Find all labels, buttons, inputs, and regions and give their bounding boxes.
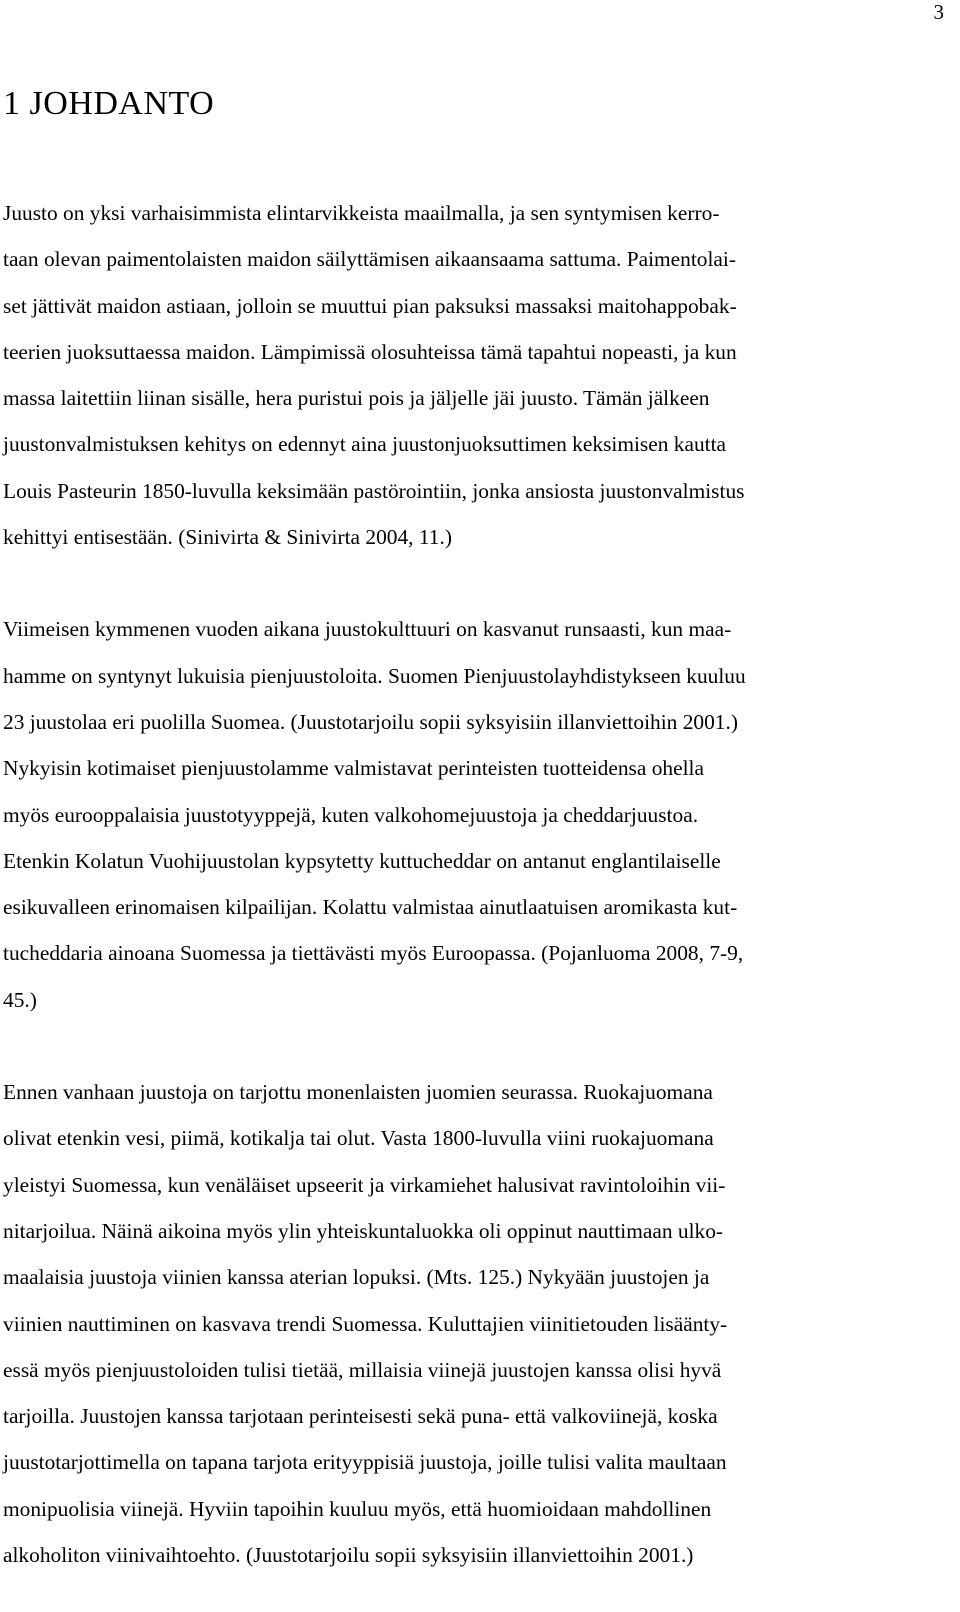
- text-line: set jättivät maidon astiaan, jolloin se muuttui pian paksuksi massaksi maitohappobak-: [3, 293, 737, 318]
- text-line: kehittyi entisestään. (Sinivirta & Sinivirta 2004, 11.): [3, 525, 452, 550]
- text-line: yleistyi Suomessa, kun venäläiset upseerit ja virkamiehet halusivat ravintoloihin vii-: [3, 1172, 726, 1197]
- body-text: [3, 190, 933, 1578]
- text-line: essä myös pienjuustoloiden tulisi tietää, millaisia viinejä juustojen kanssa olisi hyvä: [3, 1357, 722, 1382]
- text-line: taan olevan paimentolaisten maidon säilyttämisen aikaansaama sattuma. Paimentolai-: [3, 247, 736, 272]
- text-line: myös eurooppalaisia juustotyyppejä, kuten valkohomejuustoja ja cheddarjuustoa.: [3, 802, 699, 827]
- text-line: nitarjoilua. Näinä aikoina myös ylin yhteiskuntaluokka oli oppinut nauttimaan ulko-: [3, 1218, 724, 1243]
- text-line: juustotarjottimella on tapana tarjota erityyppisiä juustoja, joille tulisi valita maultaan: [3, 1450, 727, 1475]
- text-line: Nykyisin kotimaiset pienjuustolamme valmistavat perinteisten tuotteidensa ohella: [3, 756, 704, 781]
- text-line: monipuolisia viinejä. Hyviin tapoihin kuuluu myös, että huomioidaan mahdollinen: [3, 1496, 712, 1521]
- text-line: Etenkin Kolatun Vuohijuustolan kypsytetty kuttucheddar on antanut englantilaiselle: [3, 848, 721, 873]
- text-line: tucheddaria ainoana Suomessa ja tiettävästi myös Euroopassa. (Pojanluoma 2008, 7-9,: [3, 941, 744, 966]
- text-line: juustonvalmistuksen kehitys on edennyt aina juustonjuoksuttimen keksimisen kautta: [3, 432, 727, 457]
- text-line: Viimeisen kymmenen vuoden aikana juustokulttuuri on kasvanut runsaasti, kun maa-: [3, 617, 732, 642]
- text-line: Louis Pasteurin 1850-luvulla keksimään pastörointiin, jonka ansiosta juustonvalmistus: [3, 478, 745, 503]
- text-line: olivat etenkin vesi, piimä, kotikalja tai olut. Vasta 1800-luvulla viini ruokajuomana: [3, 1126, 714, 1151]
- text-line: alkoholiton viinivaihtoehto. (Juustotarjoilu sopii syksyisiin illanviettoihin 2001.): [3, 1543, 694, 1568]
- text-line: teerien juoksuttaessa maidon. Lämpimissä olosuhteissa tämä tapahtui nopeasti, ja kun: [3, 339, 737, 364]
- text-line: tarjoilla. Juustojen kanssa tarjotaan perinteisesti sekä puna- että valkoviinejä, koska: [3, 1404, 718, 1429]
- paragraph-cheese-culture: [3, 606, 933, 1023]
- text-line: hamme on syntynyt lukuisia pienjuustoloita. Suomen Pienjuustolayhdistykseen kuuluu: [3, 663, 746, 688]
- text-line: 45.): [3, 987, 37, 1012]
- text-line: Ennen vanhaan juustoja on tarjottu monenlaisten juomien seurassa. Ruokajuomana: [3, 1080, 713, 1105]
- paragraph-intro: [3, 190, 933, 560]
- text-line: maalaisia juustoja viinien kanssa aterian lopuksi. (Mts. 125.) Nykyään juustojen ja: [3, 1265, 710, 1290]
- chapter-heading: 1 JOHDANTO: [3, 85, 215, 122]
- text-line: viinien nauttiminen on kasvava trendi Suomessa. Kuluttajien viinitietouden lisäänty-: [3, 1311, 728, 1336]
- text-line: massa laitettiin liinan sisälle, hera puristui pois ja jäljelle jäi juusto. Tämän jälkeen: [3, 386, 710, 411]
- text-line: 23 juustolaa eri puolilla Suomea. (Juustotarjoilu sopii syksyisiin illanviettoihin 2001.): [3, 709, 738, 734]
- text-line: Juusto on yksi varhaisimmista elintarvikkeista maailmalla, ja sen syntymisen kerro-: [3, 201, 720, 225]
- text-line: esikuvalleen erinomaisen kilpailijan. Kolattu valmistaa ainutlaatuisen aromikasta kut-: [3, 895, 738, 920]
- page-number: 3: [933, 0, 944, 24]
- paragraph-cheese-and-wine: [3, 1069, 933, 1578]
